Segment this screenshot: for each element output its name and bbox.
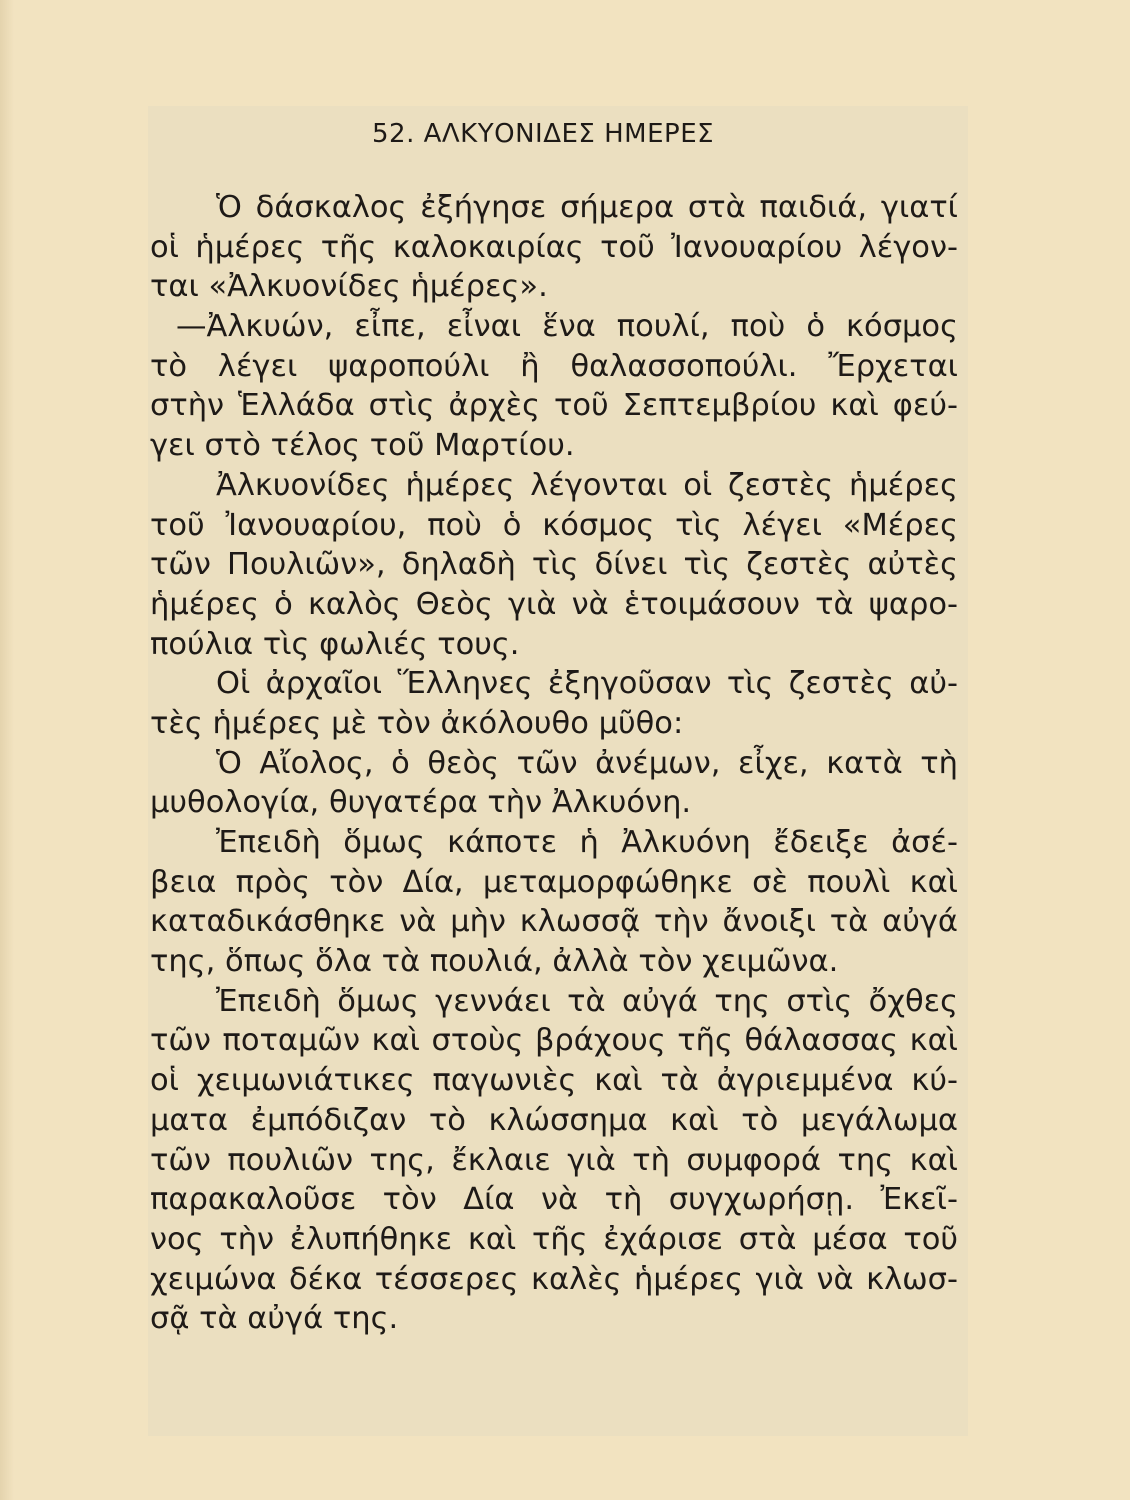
text-line: τῶν Πουλιῶν», δηλαδὴ τὶς δίνει τὶς ζεστὲς αὐτὲς — [150, 547, 958, 583]
text-line: στὴν Ἑλλάδα στὶς ἀρχὲς τοῦ Σεπτεμβρίου καὶ φεύ- — [150, 388, 958, 424]
text-line: χειμώνα δέκα τέσσερες καλὲς ἡμέρες γιὰ νὰ κλωσ- — [150, 1261, 958, 1297]
text-line: Ὁ δάσκαλος ἐξήγησε σήμερα στὰ παιδιά, γιατί — [216, 190, 958, 225]
text-line: Ἐπειδὴ ὅμως κάποτε ἡ Ἀλκυόνη ἔδειξε ἀσέ- — [216, 825, 958, 860]
text-line: ται «Ἀλκυονίδες ἡμέρες». — [150, 269, 548, 305]
text-line: νος τὴν ἐλυπήθηκε καὶ τῆς ἐχάρισε στὰ μέσα τοῦ — [150, 1221, 958, 1257]
page-binding-shadow — [0, 0, 14, 1500]
text-line: —Ἀλκυών, εἶπε, εἶναι ἕνα πουλί, ποὺ ὁ κόσμος — [176, 309, 958, 345]
text-line: σᾷ τὰ αὐγά της. — [150, 1301, 399, 1337]
text-line: μυθολογία, θυγατέρα τὴν Ἀλκυόνη. — [150, 785, 692, 821]
text-line: Οἱ ἀρχαῖοι Ἕλληνες ἐξηγοῦσαν τὶς ζεστὲς αὐ- — [216, 666, 958, 702]
text-line: ἡμέρες ὁ καλὸς Θεὸς γιὰ νὰ ἑτοιμάσουν τὰ ψαρο- — [150, 586, 958, 622]
text-line: τὲς ἡμέρες μὲ τὸν ἀκόλουθο μῦθο: — [150, 705, 684, 741]
text-line: τὸ λέγει ψαροπούλι ἢ θαλασσοπούλι. Ἔρχεται — [150, 348, 958, 384]
text-line: πούλια τὶς φωλιές τους. — [150, 626, 520, 662]
text-line: τοῦ Ἰανουαρίου, ποὺ ὁ κόσμος τὶς λέγει «Μέρες — [150, 507, 958, 543]
text-line: γει στὸ τέλος τοῦ Μαρτίου. — [150, 428, 575, 464]
text-line: ματα ἐμπόδιζαν τὸ κλώσσημα καὶ τὸ μεγάλωμα — [150, 1102, 958, 1138]
chapter-title: 52. ΑΛΚΥΟΝΙΔΕΣ ΗΜΕΡΕΣ — [372, 119, 715, 149]
text-line: Ὁ Αἴολος, ὁ θεὸς τῶν ἀνέμων, εἶχε, κατὰ τὴ — [216, 745, 958, 781]
text-line: Ἀλκυονίδες ἡμέρες λέγονται οἱ ζεστὲς ἡμέρες — [216, 467, 958, 503]
text-line: της, ὅπως ὅλα τὰ πουλιά, ἀλλὰ τὸν χειμῶνα. — [150, 944, 839, 980]
text-line: καταδικάσθηκε νὰ μὴν κλωσσᾷ τὴν ἄνοιξι τὰ αὐγά — [150, 904, 958, 940]
body-text — [150, 188, 958, 1339]
text-line: οἱ ἡμέρες τῆς καλοκαιρίας τοῦ Ἰανουαρίου λέγον- — [150, 229, 958, 265]
text-line: βεια πρὸς τὸν Δία, μεταμορφώθηκε σὲ πουλὶ καὶ — [150, 864, 958, 900]
text-line: οἱ χειμωνιάτικες παγωνιὲς καὶ τὰ ἀγριεμμένα κύ- — [150, 1063, 958, 1099]
text-line: Ἐπειδὴ ὅμως γεννάει τὰ αὐγά της στὶς ὄχθες — [216, 983, 958, 1019]
text-line: τῶν ποταμῶν καὶ στοὺς βράχους τῆς θάλασσας καὶ — [150, 1023, 958, 1059]
text-line: τῶν πουλιῶν της, ἔκλαιε γιὰ τὴ συμφορά της καὶ — [150, 1142, 958, 1178]
text-line: παρακαλοῦσε τὸν Δία νὰ τὴ συγχωρήσῃ. Ἐκεῖ- — [150, 1182, 958, 1218]
